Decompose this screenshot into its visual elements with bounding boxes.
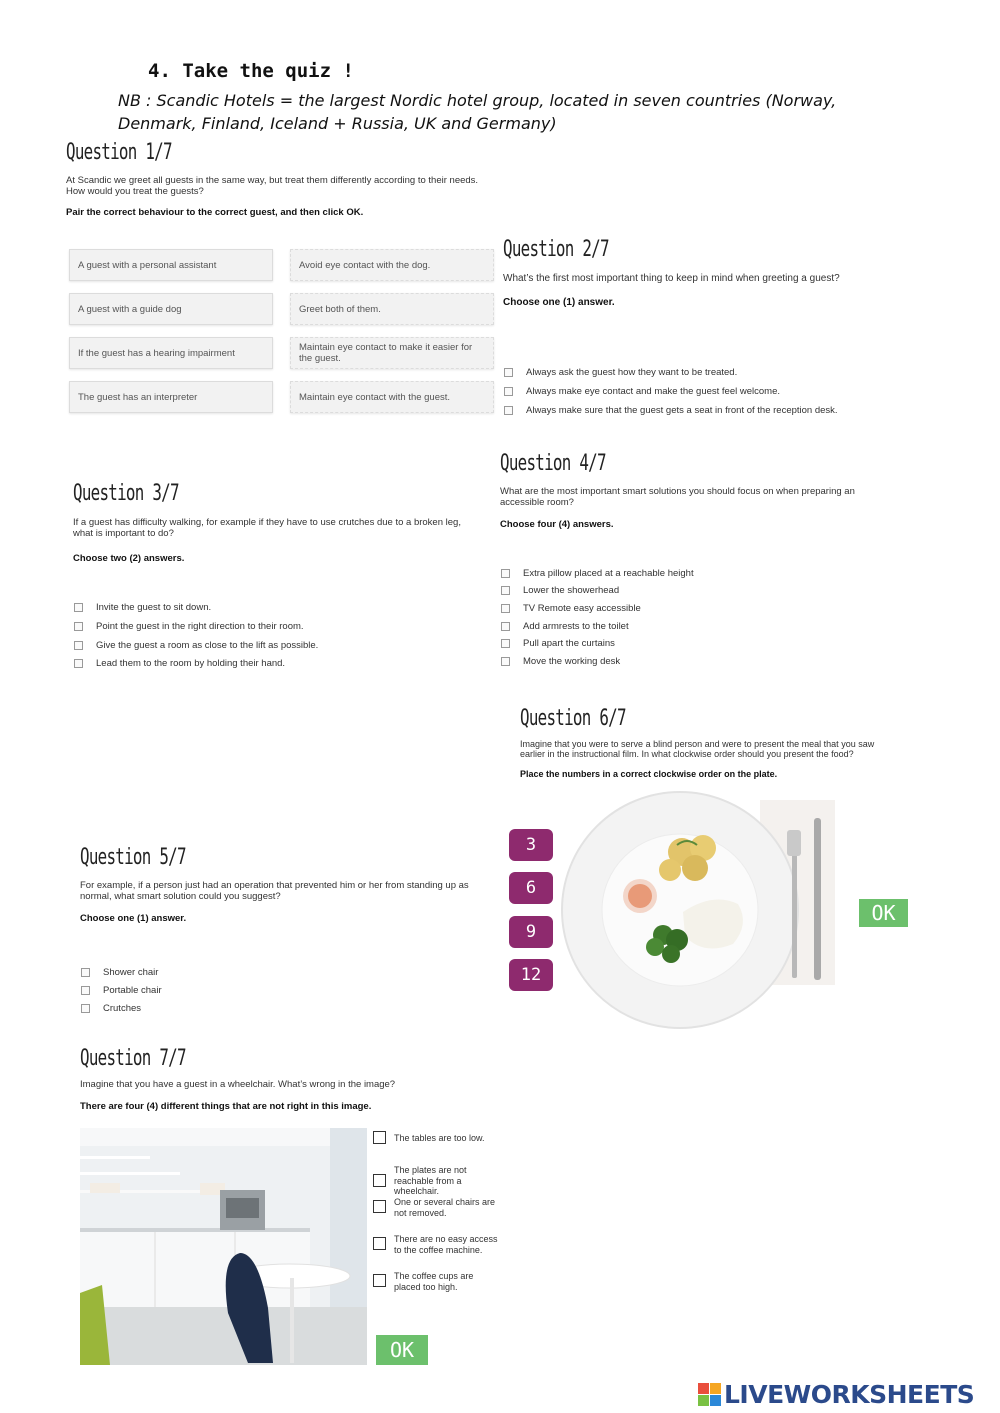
q3-option-4[interactable]: Lead them to the room by holding their hand. bbox=[74, 658, 285, 669]
number-tile-3[interactable]: 3 bbox=[509, 829, 553, 861]
q4-title: Question 4/7 bbox=[500, 451, 606, 476]
plate-image bbox=[555, 790, 840, 1030]
q3-option-2[interactable]: Point the guest in the right direction to their room. bbox=[74, 621, 304, 632]
checkbox[interactable] bbox=[501, 622, 510, 631]
q2-instruction: Choose one (1) answer. bbox=[503, 297, 615, 308]
q1-guest-4[interactable]: The guest has an interpreter bbox=[69, 381, 273, 413]
q7-option-5: The coffee cups are placed too high. bbox=[394, 1271, 474, 1292]
q2-option-1[interactable]: Always ask the guest how they want to be treated. bbox=[504, 367, 737, 378]
q7-title: Question 7/7 bbox=[80, 1046, 186, 1071]
q4-option-2[interactable]: Lower the showerhead bbox=[501, 585, 619, 596]
q7-checkbox-3[interactable] bbox=[373, 1200, 386, 1213]
q2-option-2[interactable]: Always make eye contact and make the guest feel welcome. bbox=[504, 386, 780, 397]
q7-ok-button[interactable]: OK bbox=[376, 1335, 428, 1365]
checkbox[interactable] bbox=[81, 1004, 90, 1013]
checkbox[interactable] bbox=[74, 659, 83, 668]
q7-text: Imagine that you have a guest in a wheelchair. What’s wrong in the image? bbox=[80, 1079, 396, 1090]
checkbox[interactable] bbox=[501, 604, 510, 613]
q1-guest-3[interactable]: If the guest has a hearing impairment bbox=[69, 337, 273, 369]
checkbox[interactable] bbox=[504, 368, 513, 377]
section-heading: 4. Take the quiz ! bbox=[148, 60, 354, 82]
logo-wordmark: LIVEWORKSHEETS bbox=[724, 1379, 975, 1409]
restaurant-image bbox=[80, 1128, 367, 1365]
q2-option-3[interactable]: Always make sure that the guest gets a seat in front of the reception desk. bbox=[504, 405, 838, 416]
q1-guest-1[interactable]: A guest with a personal assistant bbox=[69, 249, 273, 281]
q7-checkbox-4[interactable] bbox=[373, 1237, 386, 1250]
q1-instruction: Pair the correct behaviour to the correct guest, and then click OK. bbox=[66, 207, 364, 218]
checkbox[interactable] bbox=[504, 406, 513, 415]
q4-option-3[interactable]: TV Remote easy accessible bbox=[501, 603, 641, 614]
liveworksheets-logo bbox=[698, 1377, 974, 1411]
q4-option-4[interactable]: Add armrests to the toilet bbox=[501, 621, 629, 632]
q5-title: Question 5/7 bbox=[80, 845, 186, 870]
q7-option-4: There are no easy access to the coffee machine. bbox=[394, 1234, 498, 1255]
checkbox[interactable] bbox=[501, 657, 510, 666]
checkbox[interactable] bbox=[74, 641, 83, 650]
number-tile-9[interactable]: 9 bbox=[509, 916, 553, 948]
q7-option-1: The tables are too low. bbox=[394, 1133, 485, 1143]
q6-instruction: Place the numbers in a correct clockwise order on the plate. bbox=[520, 769, 778, 779]
q5-option-2[interactable]: Portable chair bbox=[81, 985, 162, 996]
q1-behaviour-3[interactable]: Maintain eye contact to make it easier for the guest. bbox=[290, 337, 494, 369]
q4-text: What are the most important smart solutions you should focus on when preparing an accessible room? bbox=[500, 486, 855, 508]
q4-option-6[interactable]: Move the working desk bbox=[501, 656, 620, 667]
q4-option-1[interactable]: Extra pillow placed at a reachable height bbox=[501, 568, 694, 579]
q1-behaviour-1[interactable]: Avoid eye contact with the dog. bbox=[290, 249, 494, 281]
q5-option-3[interactable]: Crutches bbox=[81, 1003, 141, 1014]
checkbox[interactable] bbox=[74, 622, 83, 631]
checkbox[interactable] bbox=[504, 387, 513, 396]
checkbox[interactable] bbox=[81, 968, 90, 977]
q3-instruction: Choose two (2) answers. bbox=[73, 553, 185, 564]
number-tile-6[interactable]: 6 bbox=[509, 872, 553, 904]
q7-option-2: The plates are not reachable from a wheelchair. bbox=[394, 1165, 467, 1196]
q1-behaviour-2[interactable]: Greet both of them. bbox=[290, 293, 494, 325]
q4-instruction: Choose four (4) answers. bbox=[500, 519, 614, 530]
checkbox[interactable] bbox=[501, 639, 510, 648]
q6-title: Question 6/7 bbox=[520, 706, 626, 731]
q1-title: Question 1/7 bbox=[66, 140, 172, 165]
q7-checkbox-1[interactable] bbox=[373, 1131, 386, 1144]
q2-title: Question 2/7 bbox=[503, 237, 609, 262]
q5-text: For example, if a person just had an operation that prevented him or her from standing up as normal, what smart solution could you suggest? bbox=[80, 880, 469, 902]
q5-instruction: Choose one (1) answer. bbox=[80, 913, 187, 924]
q3-option-3[interactable]: Give the guest a room as close to the lift as possible. bbox=[74, 640, 318, 651]
q5-option-1[interactable]: Shower chair bbox=[81, 967, 158, 978]
checkbox[interactable] bbox=[81, 986, 90, 995]
q7-checkbox-5[interactable] bbox=[373, 1274, 386, 1287]
logo-mark-icon bbox=[698, 1383, 721, 1406]
q3-title: Question 3/7 bbox=[73, 481, 179, 506]
q3-text: If a guest has difficulty walking, for example if they have to use crutches due to a broken leg, what is important to do? bbox=[73, 517, 461, 539]
checkbox[interactable] bbox=[74, 603, 83, 612]
q4-option-5[interactable]: Pull apart the curtains bbox=[501, 638, 615, 649]
q7-checkbox-2[interactable] bbox=[373, 1174, 386, 1187]
q1-text: At Scandic we greet all guests in the same way, but treat them differently according to their needs. How would you treat the guests? bbox=[66, 175, 479, 197]
q3-option-1[interactable]: Invite the guest to sit down. bbox=[74, 602, 211, 613]
number-tile-12[interactable]: 12 bbox=[509, 959, 553, 991]
note-text: NB : Scandic Hotels = the largest Nordic hotel group, located in seven countries (Norway, Denmark, Finland, Iceland + Russia, UK and Germany) bbox=[118, 91, 837, 133]
q1-guest-2[interactable]: A guest with a guide dog bbox=[69, 293, 273, 325]
q1-behaviour-4[interactable]: Maintain eye contact with the guest. bbox=[290, 381, 494, 413]
q6-text: Imagine that you were to serve a blind person and were to present the meal that you saw earlier in the instructional film. In what clockwise order should you present the food? bbox=[520, 739, 875, 759]
q7-instruction: There are four (4) different things that are not right in this image. bbox=[80, 1101, 372, 1112]
q7-option-3: One or several chairs are not removed. bbox=[394, 1197, 496, 1218]
q6-ok-button[interactable]: OK bbox=[859, 899, 908, 927]
checkbox[interactable] bbox=[501, 569, 510, 578]
q2-text: What’s the first most important thing to keep in mind when greeting a guest? bbox=[503, 273, 840, 284]
checkbox[interactable] bbox=[501, 586, 510, 595]
